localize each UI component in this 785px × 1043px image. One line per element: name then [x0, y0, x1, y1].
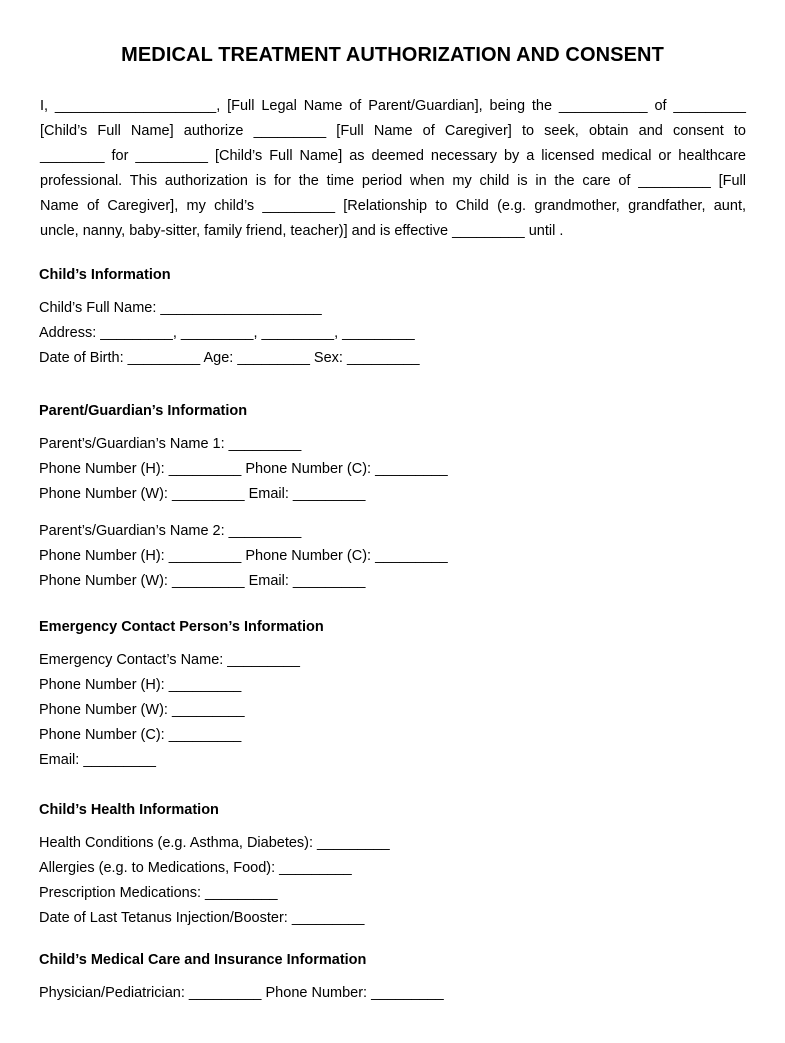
field-line: Emergency Contact’s Name: _________	[39, 652, 300, 668]
field-line: Phone Number (H): _________ Phone Number (C): _________	[39, 461, 448, 477]
section-heading-medical: Child’s Medical Care and Insurance Information	[39, 952, 367, 968]
section-heading-parent: Parent/Guardian’s Information	[39, 403, 248, 419]
section-heading-health: Child’s Health Information	[39, 802, 219, 818]
paragraph-line: uncle, nanny, baby-sitter, family friend, teacher)] and is effective _________ until .	[40, 223, 564, 239]
field-line: Phone Number (W): _________ Email: _________	[39, 486, 366, 502]
field-line: Parent’s/Guardian’s Name 2: _________	[39, 523, 302, 539]
field-line: Parent’s/Guardian’s Name 1: _________	[39, 436, 302, 452]
field-line: Phone Number (H): _________ Phone Number (C): _________	[39, 548, 448, 564]
paragraph-line: professional. This authorization is for the time period when my child is in the care of _________ [Full	[40, 173, 746, 189]
field-line: Date of Last Tetanus Injection/Booster: _________	[39, 910, 365, 926]
field-line: Phone Number (W): _________	[39, 702, 245, 718]
paragraph-line: ________ for _________ [Child’s Full Name] as deemed necessary by a licensed medical or healthcare	[40, 148, 746, 164]
document-title: MEDICAL TREATMENT AUTHORIZATION AND CONSENT	[121, 44, 664, 66]
field-line: Allergies (e.g. to Medications, Food): _________	[39, 860, 352, 876]
field-line: Physician/Pediatrician: _________ Phone Number: _________	[39, 985, 444, 1001]
paragraph-line: [Child’s Full Name] authorize _________ [Full Name of Caregiver] to seek, obtain and consent to	[40, 123, 746, 139]
section-heading-child: Child’s Information	[39, 267, 171, 283]
field-line: Phone Number (W): _________ Email: _________	[39, 573, 366, 589]
field-line: Email: _________	[39, 752, 156, 768]
authorization-paragraph	[40, 94, 746, 244]
field-line: Date of Birth: _________ Age: _________ Sex: _________	[39, 350, 420, 366]
paragraph-line: Name of Caregiver], my child’s _________ [Relationship to Child (e.g. grandmother, grandfather, aunt,	[40, 198, 746, 214]
field-line: Prescription Medications: _________	[39, 885, 278, 901]
paragraph-line: I, ____________________, [Full Legal Name of Parent/Guardian], being the ___________ of _________	[40, 98, 746, 114]
field-line: Phone Number (C): _________	[39, 727, 242, 743]
field-line: Address: _________, _________, _________, _________	[39, 325, 415, 341]
field-line: Child’s Full Name: ____________________	[39, 300, 322, 316]
field-line: Health Conditions (e.g. Asthma, Diabetes): _________	[39, 835, 390, 851]
field-line: Phone Number (H): _________	[39, 677, 242, 693]
section-heading-emergency: Emergency Contact Person’s Information	[39, 619, 324, 635]
